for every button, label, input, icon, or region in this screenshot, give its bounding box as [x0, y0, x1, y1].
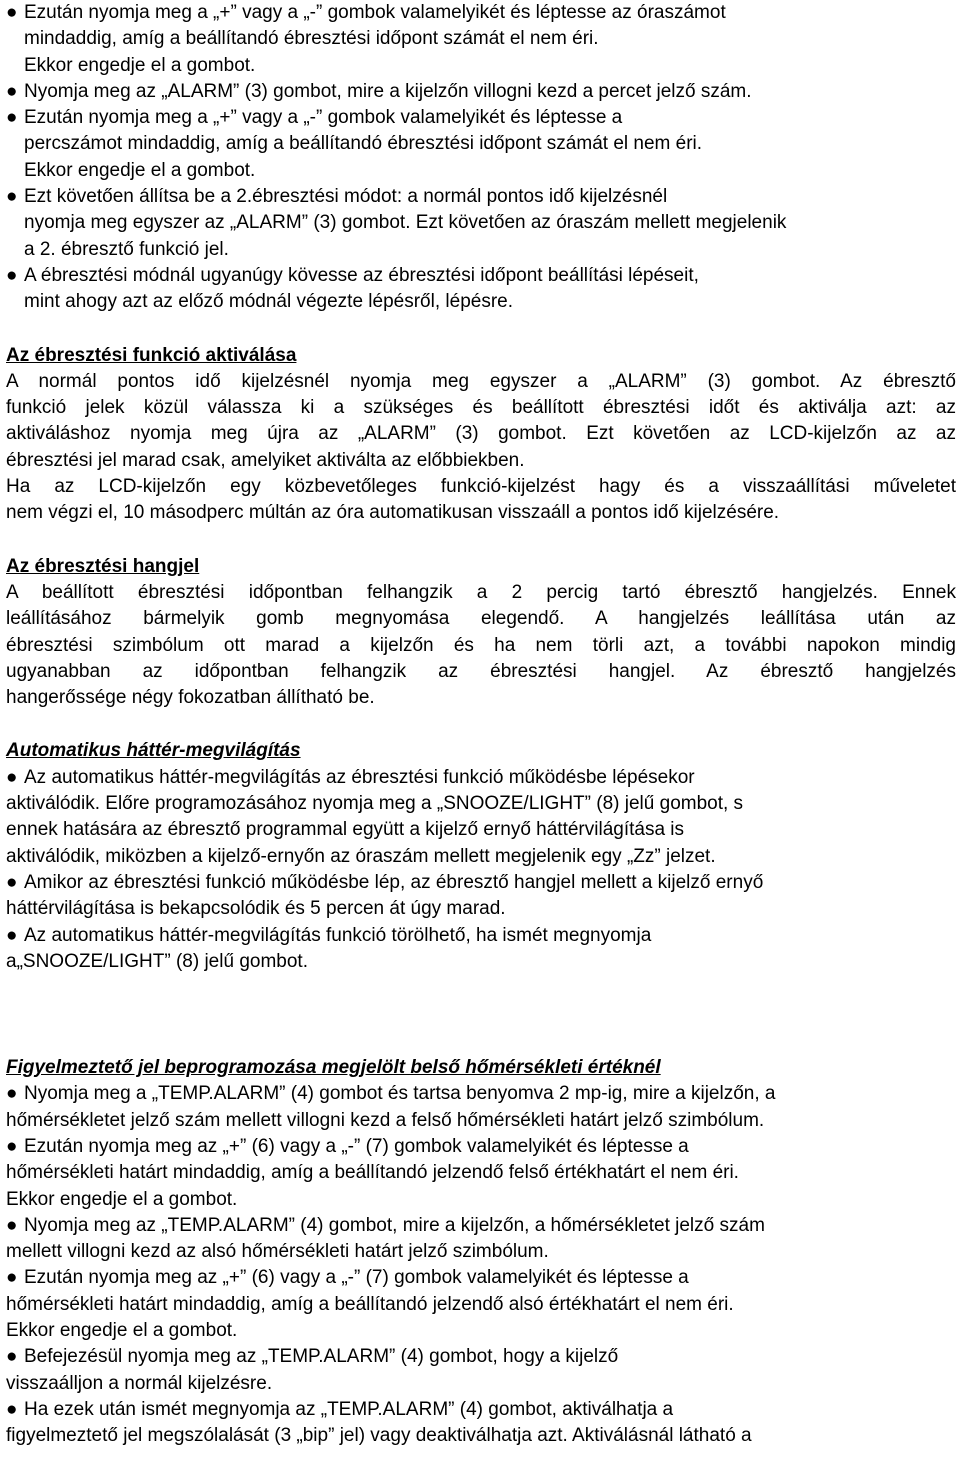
alarm-sound-section — [6, 554, 956, 712]
bullet-icon: ● — [6, 766, 18, 788]
list-item — [6, 1397, 956, 1450]
list-item — [6, 263, 956, 316]
paragraph-line: leállításához bármelyik gomb megnyomása elegendő. A hangjelzés leállítása után az — [6, 608, 956, 630]
bullet-text: Befejezésül nyomja meg az „TEMP.ALARM” (4) gombot, hogy a kijelző — [24, 1346, 619, 1368]
bullet-text: Nyomja meg a „TEMP.ALARM” (4) gombot és tartsa benyomva 2 mp-ig, mire a kijelzőn, a — [24, 1083, 776, 1105]
bullet-text: visszaálljon a normál kijelzésre. — [6, 1372, 273, 1394]
alarm-setting-list — [6, 0, 956, 316]
paragraph-line: ébresztési szimbólum ott marad a kijelzőn és ha nem törli azt, a további napokon mindig — [6, 634, 956, 656]
bullet-text: hőmérsékleti határt mindaddig, amíg a beállítandó jelzendő alsó értékhatárt el nem éri. — [6, 1293, 734, 1315]
bullet-icon: ● — [6, 871, 18, 893]
list-item — [6, 184, 956, 263]
list-item — [6, 765, 956, 870]
bullet-text: Nyomja meg az „TEMP.ALARM” (4) gombot, mire a kijelzőn, a hőmérsékletet jelző szám — [24, 1214, 765, 1236]
bullet-text: Ha ezek után ismét megnyomja az „TEMP.ALARM” (4) gombot, aktiválhatja a — [24, 1398, 674, 1420]
bullet-text: Amikor az ébresztési funkció működésbe lép, az ébresztő hangjel mellett a kijelző ernyő — [24, 871, 764, 893]
bullet-icon: ● — [6, 1083, 18, 1105]
list-item — [6, 1134, 956, 1213]
bullet-text: Ekkor engedje el a gombot. — [6, 1320, 238, 1342]
list-item — [6, 1344, 956, 1397]
bullet-text: hőmérsékleti határt mindaddig, amíg a beállítandó jelzendő felső értékhatárt el nem éri. — [6, 1162, 739, 1184]
bullet-text: ennek hatására az ébresztő programmal együtt a kijelző ernyő háttérvilágítása is — [6, 819, 685, 841]
bullet-icon: ● — [6, 264, 18, 286]
bullet-icon: ● — [6, 1398, 18, 1420]
bullet-text: aktiválódik. Előre programozásához nyomja meg a „SNOOZE/LIGHT” (8) jelű gombot, s — [6, 793, 744, 815]
paragraph-line: ébresztési jel marad csak, amelyiket aktiválta az előbbiekben. — [6, 449, 525, 471]
bullet-text: Ezután nyomja meg az „+” (6) vagy a „-” (7) gombok valamelyikét és léptesse a — [24, 1267, 689, 1289]
paragraph-line: A normál pontos idő kijelzésnél nyomja meg egyszer a „ALARM” (3) gombot. Az ébresztő — [6, 370, 956, 392]
bullet-text: a„SNOOZE/LIGHT” (8) jelű gombot. — [6, 950, 308, 972]
bullet-text: nyomja meg egyszer az „ALARM” (3) gombot. Ezt követően az óraszám mellett megjelenik — [24, 212, 787, 234]
section-heading: Automatikus háttér-megvilágítás — [6, 740, 301, 762]
bullet-text: Ekkor engedje el a gombot. — [24, 159, 256, 181]
paragraph-line: aktiváláshoz nyomja meg újra az „ALARM” (3) gombot. Ezt követően az LCD-kijelzőn az az — [6, 423, 956, 445]
list-item — [6, 1265, 956, 1344]
list-item — [6, 0, 956, 79]
bullet-icon: ● — [6, 924, 18, 946]
bullet-text: mellett villogni kezd az alsó hőmérsékleti határt jelző szimbólum. — [6, 1241, 549, 1263]
bullet-text: Ezt követően állítsa be a 2.ébresztési módot: a normál pontos idő kijelzésnél — [24, 186, 668, 208]
bullet-text: Ezután nyomja meg az „+” (6) vagy a „-” (7) gombok valamelyikét és léptesse a — [24, 1135, 689, 1157]
bullet-text: percszámot mindaddig, amíg a beállítandó ébresztési időpont számát el nem éri. — [24, 133, 703, 155]
list-item — [6, 1213, 956, 1266]
bullet-text: Ezután nyomja meg a „+” vagy a „-” gombok valamelyikét és léptesse a — [24, 107, 623, 129]
list-item — [6, 870, 956, 923]
paragraph-line: Ha az LCD-kijelzőn egy közbevetőleges funkció-kijelzést hagy és a visszaállítási műveletet — [6, 476, 956, 498]
bullet-text: Ekkor engedje el a gombot. — [24, 54, 256, 76]
bullet-text: aktiválódik, miközben a kijelző-ernyőn az óraszám mellett megjelenik egy „Zz” jelzet. — [6, 845, 716, 867]
list-item — [6, 79, 956, 105]
bullet-text: Az automatikus háttér-megvilágítás az ébresztési funkció működésbe lépésekor — [24, 766, 695, 788]
list-item — [6, 923, 956, 976]
bullet-icon: ● — [6, 1135, 18, 1157]
activation-section — [6, 343, 956, 527]
section-heading: Az ébresztési hangjel — [6, 555, 200, 577]
bullet-text: Ekkor engedje el a gombot. — [6, 1188, 238, 1210]
bullet-text: hőmérsékletet jelző szám mellett villogni kezd a felső hőmérsékleti határt jelző szimbólum. — [6, 1109, 765, 1131]
paragraph-line: funkció jelek közül válassza ki a szükséges és beállított ébresztési időt és aktiválja azt: az — [6, 397, 956, 419]
bullet-text: háttérvilágítása is bekapcsolódik és 5 percen át úgy marad. — [6, 898, 506, 920]
bullet-icon: ● — [6, 1346, 18, 1368]
bullet-icon: ● — [6, 1267, 18, 1289]
section-heading: Az ébresztési funkció aktiválása — [6, 344, 297, 366]
list-item — [6, 105, 956, 184]
list-item — [6, 1081, 956, 1134]
bullet-icon: ● — [6, 1214, 18, 1236]
paragraph-line: A beállított ébresztési időpontban felhangzik a 2 percig tartó ébresztő hangjelzés. Ennek — [6, 581, 956, 603]
bullet-icon: ● — [6, 186, 18, 208]
bullet-icon: ● — [6, 2, 18, 23]
paragraph — [6, 369, 956, 474]
bullet-text: Nyomja meg az „ALARM” (3) gombot, mire a kijelzőn villogni kezd a percet jelző szám. — [24, 80, 752, 102]
paragraph-line: hangerőssége négy fokozatban állítható be. — [6, 687, 375, 709]
backlight-section — [6, 738, 956, 975]
bullet-text: a 2. ébresztő funkció jel. — [24, 238, 229, 260]
document-page — [6, 0, 956, 1450]
bullet-icon: ● — [6, 107, 18, 129]
bullet-text: A ébresztési módnál ugyanúgy kövesse az ébresztési időpont beállítási lépéseit, — [24, 264, 699, 286]
bullet-text: figyelmeztető jel megszólalását (3 „bip” jel) vagy deaktiválhatja azt. Aktiválásnál látható a — [6, 1425, 752, 1447]
bullet-text: Az automatikus háttér-megvilágítás funkció törölhető, ha ismét megnyomja — [24, 924, 652, 946]
section-heading: Figyelmeztető jel beprogramozása megjelölt belső hőmérsékleti értéknél — [6, 1057, 661, 1079]
paragraph-line: nem végzi el, 10 másodperc múltán az óra automatikusan visszaáll a pontos idő kijelzésére. — [6, 502, 780, 524]
paragraph-line: ugyanabban az időpontban felhangzik az ébresztési hangjel. Az ébresztő hangjelzés — [6, 660, 956, 682]
temp-alarm-section — [6, 1055, 956, 1449]
bullet-text: mindaddig, amíg a beállítandó ébresztési időpont számát el nem éri. — [24, 28, 599, 50]
bullet-text: mint ahogy azt az előző módnál végezte lépésről, lépésre. — [24, 291, 513, 313]
bullet-text: Ezután nyomja meg a „+” vagy a „-” gombok valamelyikét és léptesse az óraszámot — [24, 2, 726, 23]
bullet-icon: ● — [6, 80, 18, 102]
paragraph — [6, 474, 956, 527]
